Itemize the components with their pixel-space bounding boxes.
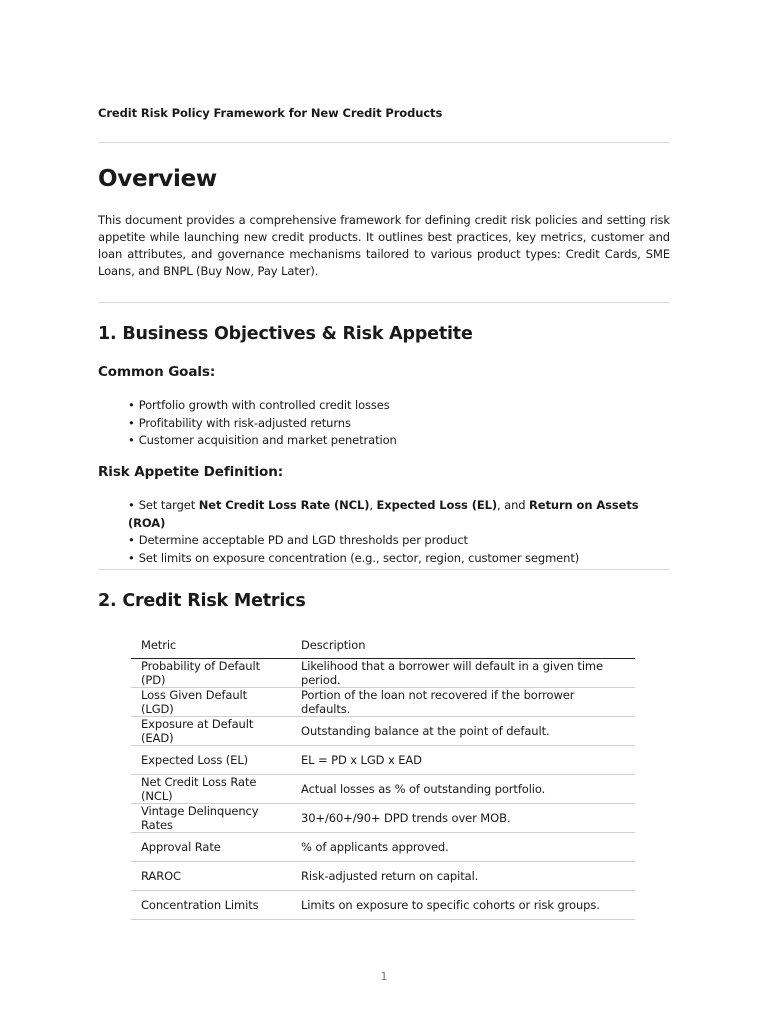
list-item: • Set limits on exposure concentration (e.g., sector, region, customer segment) [128, 550, 670, 568]
metric-cell: Probability of Default (PD) [131, 659, 291, 688]
table-row [131, 659, 635, 688]
roa-term: Return on Assets (ROA) [128, 498, 639, 530]
section-1-heading: 1. Business Objectives & Risk Appetite [98, 324, 473, 344]
document-title: Credit Risk Policy Framework for New Credit Products [98, 106, 443, 120]
divider [98, 142, 670, 143]
metric-cell: Approval Rate [131, 833, 291, 862]
common-goals-list [128, 397, 397, 450]
table-row [131, 717, 635, 746]
table-row [131, 891, 635, 920]
page-number: 1 [380, 970, 388, 983]
item-text: , and [497, 498, 530, 512]
description-cell: EL = PD x LGD x EAD [291, 746, 635, 775]
list-item: • Customer acquisition and market penetration [128, 432, 397, 450]
description-cell: Limits on exposure to specific cohorts or risk groups. [291, 891, 635, 920]
list-item: • Portfolio growth with controlled credit losses [128, 397, 397, 415]
divider [98, 569, 670, 570]
overview-paragraph: This document provides a comprehensive framework for defining credit risk policies and setting risk appetite while launching new credit products. It outlines best practices, key metrics, customer and loan attributes, and governance mechanisms tailored to various product types: Credit Cards, SME Loans, and BNPL (Buy Now, Pay Later). [98, 213, 670, 278]
column-header-description: Description [291, 631, 635, 659]
metric-cell: Loss Given Default (LGD) [131, 688, 291, 717]
table-row [131, 688, 635, 717]
list-item [128, 497, 670, 532]
metric-cell: Concentration Limits [131, 891, 291, 920]
ncl-term: Net Credit Loss Rate (NCL) [198, 498, 370, 512]
list-item: • Profitability with risk-adjusted returns [128, 415, 397, 433]
table-row [131, 804, 635, 833]
section-2-heading: 2. Credit Risk Metrics [98, 591, 306, 611]
column-header-metric: Metric [131, 631, 291, 659]
metric-cell: Expected Loss (EL) [131, 746, 291, 775]
metric-cell: Exposure at Default (EAD) [131, 717, 291, 746]
description-cell: Actual losses as % of outstanding portfolio. [291, 775, 635, 804]
item-text: , [369, 498, 377, 512]
metrics-table [131, 631, 635, 920]
description-cell: % of applicants approved. [291, 833, 635, 862]
common-goals-heading: Common Goals: [98, 364, 216, 380]
risk-appetite-list [128, 497, 670, 567]
description-cell: Portion of the loan not recovered if the borrower defaults. [291, 688, 635, 717]
metric-cell: RAROC [131, 862, 291, 891]
table-row [131, 775, 635, 804]
metric-cell: Vintage Delinquency Rates [131, 804, 291, 833]
item-text: Set target [138, 498, 199, 512]
risk-appetite-heading: Risk Appetite Definition: [98, 464, 284, 480]
table-row [131, 833, 635, 862]
el-term: Expected Loss (EL) [376, 498, 498, 512]
description-cell: Likelihood that a borrower will default in a given time period. [291, 659, 635, 688]
table-row [131, 746, 635, 775]
description-cell: Outstanding balance at the point of default. [291, 717, 635, 746]
table-row [131, 862, 635, 891]
metric-cell: Net Credit Loss Rate (NCL) [131, 775, 291, 804]
list-item: • Determine acceptable PD and LGD thresholds per product [128, 532, 670, 550]
description-cell: Risk-adjusted return on capital. [291, 862, 635, 891]
description-cell: 30+/60+/90+ DPD trends over MOB. [291, 804, 635, 833]
table-header-row [131, 631, 635, 659]
divider [98, 302, 670, 303]
overview-heading: Overview [98, 166, 217, 192]
